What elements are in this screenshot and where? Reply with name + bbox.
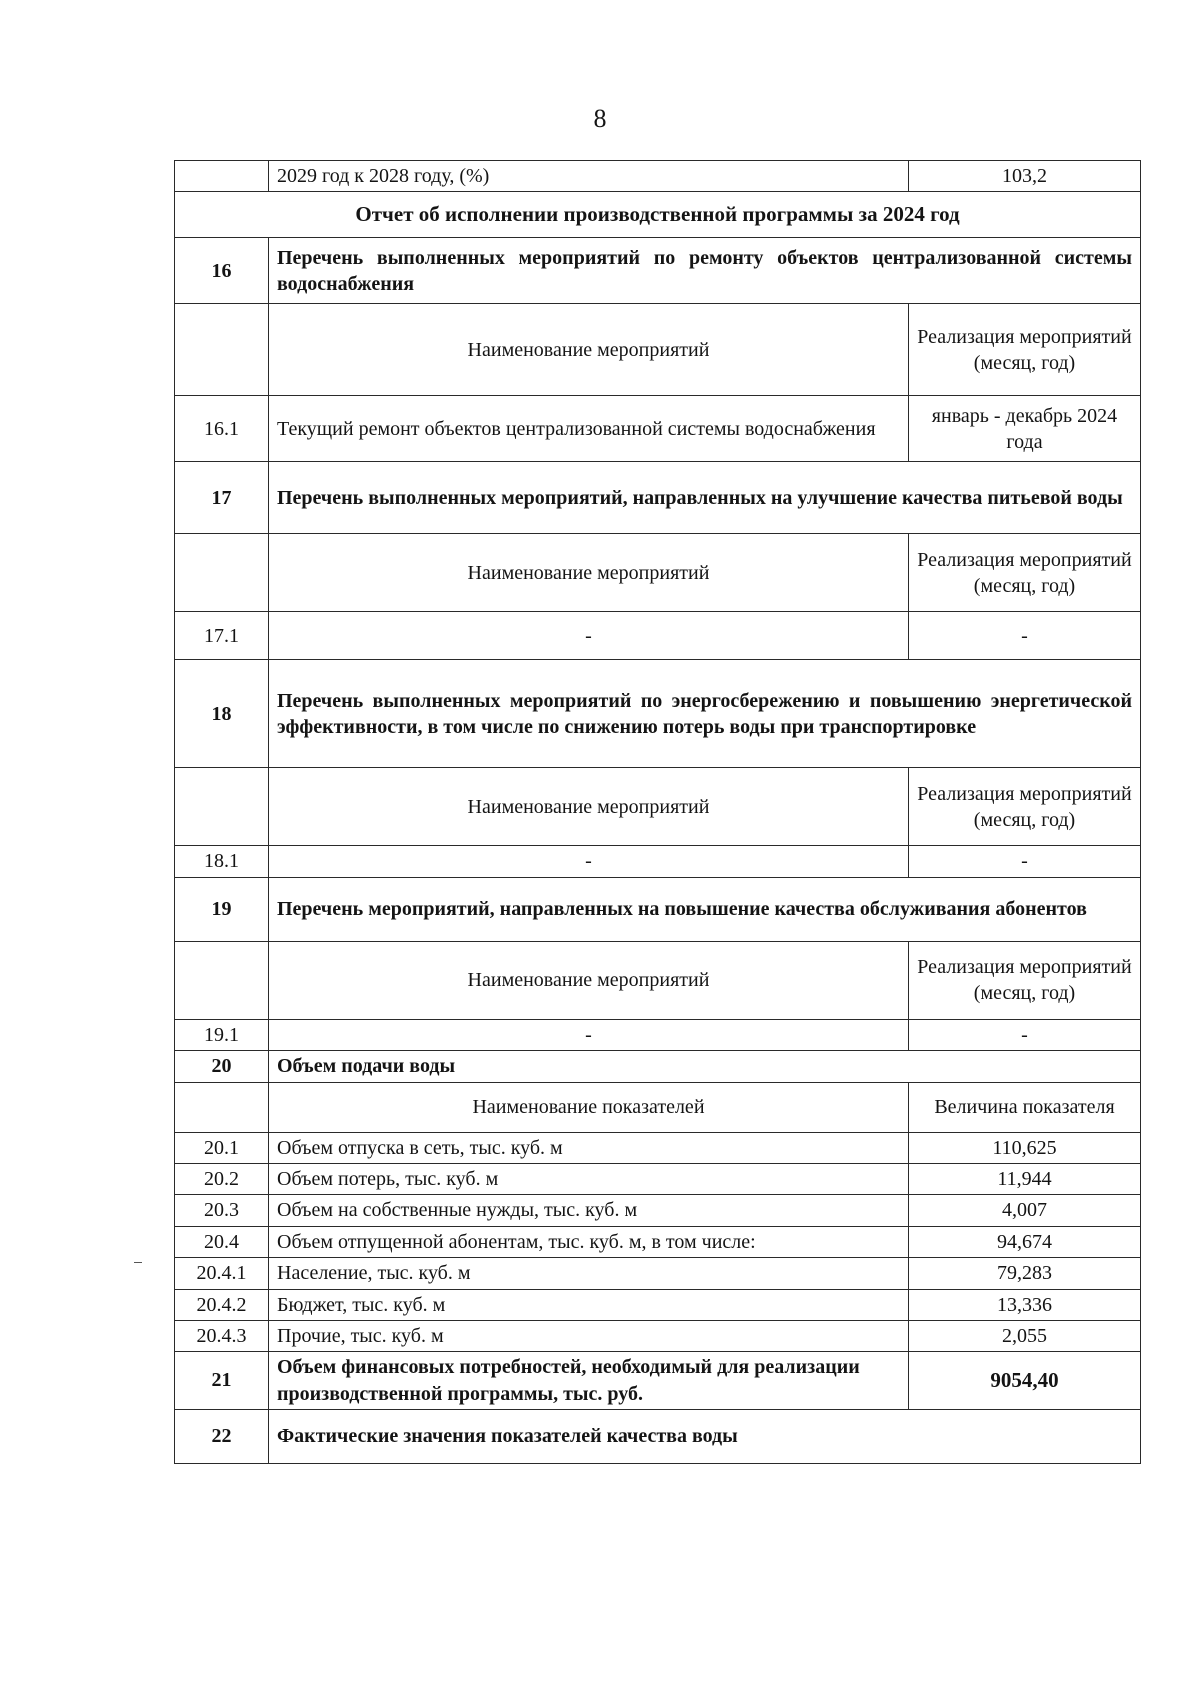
column-header-value: Реализация мероприятий (месяц, год) bbox=[909, 534, 1141, 612]
table-row bbox=[175, 846, 1141, 877]
table-row bbox=[175, 1320, 1141, 1351]
table-row bbox=[175, 1132, 1141, 1163]
measure-value: - bbox=[909, 1019, 1141, 1050]
table-row bbox=[175, 660, 1141, 768]
indicator-value: 79,283 bbox=[909, 1258, 1141, 1289]
table-row bbox=[175, 238, 1141, 304]
measure-value: - bbox=[909, 612, 1141, 660]
row-number: 20.4.3 bbox=[175, 1320, 269, 1351]
row-number: 18.1 bbox=[175, 846, 269, 877]
row-number: 20.4.2 bbox=[175, 1289, 269, 1320]
table-row bbox=[175, 1082, 1141, 1132]
column-header-value: Величина показателя bbox=[909, 1082, 1141, 1132]
column-header-value: Реализация мероприятий (месяц, год) bbox=[909, 941, 1141, 1019]
measure-value: - bbox=[909, 846, 1141, 877]
measure-name: - bbox=[269, 846, 909, 877]
indicator-value: 13,336 bbox=[909, 1289, 1141, 1320]
column-header-value: Реализация мероприятий (месяц, год) bbox=[909, 768, 1141, 846]
measure-name: - bbox=[269, 1019, 909, 1050]
table-row bbox=[175, 1051, 1141, 1082]
row-number: 20.4.1 bbox=[175, 1258, 269, 1289]
table-row bbox=[175, 161, 1141, 192]
table-row bbox=[175, 1163, 1141, 1194]
indicator-name: Население, тыс. куб. м bbox=[269, 1258, 909, 1289]
row-number: 20.3 bbox=[175, 1195, 269, 1226]
table-row bbox=[175, 1410, 1141, 1464]
row-number: 19.1 bbox=[175, 1019, 269, 1050]
table-row bbox=[175, 462, 1141, 534]
row-number bbox=[175, 941, 269, 1019]
section-heading: Перечень выполненных мероприятий, направленных на улучшение качества питьевой воды bbox=[269, 462, 1141, 534]
indicator-name: Прочие, тыс. куб. м bbox=[269, 1320, 909, 1351]
section-heading: Перечень выполненных мероприятий по энергосбережению и повышению энергетической эффективности, в том числе по снижению потерь воды при транспортировке bbox=[269, 660, 1141, 768]
program-report-table bbox=[174, 160, 1141, 1464]
table-row bbox=[175, 1352, 1141, 1410]
indicator-value: январь - декабрь 2024 года bbox=[909, 396, 1141, 462]
row-number: 20.1 bbox=[175, 1132, 269, 1163]
table-row bbox=[175, 768, 1141, 846]
table-row bbox=[175, 304, 1141, 396]
row-number: 17 bbox=[175, 462, 269, 534]
indicator-name: 2029 год к 2028 году, (%) bbox=[269, 161, 909, 192]
row-number bbox=[175, 534, 269, 612]
row-number: 19 bbox=[175, 877, 269, 941]
section-heading: Объем подачи воды bbox=[269, 1051, 1141, 1082]
table-row bbox=[175, 1195, 1141, 1226]
indicator-value: 103,2 bbox=[909, 161, 1141, 192]
row-number: 22 bbox=[175, 1410, 269, 1464]
indicator-name: Объем отпуска в сеть, тыс. куб. м bbox=[269, 1132, 909, 1163]
measure-name: - bbox=[269, 612, 909, 660]
section-heading: Фактические значения показателей качества воды bbox=[269, 1410, 1141, 1464]
column-header-name: Наименование показателей bbox=[269, 1082, 909, 1132]
row-number bbox=[175, 768, 269, 846]
section-heading: Перечень мероприятий, направленных на повышение качества обслуживания абонентов bbox=[269, 877, 1141, 941]
table-row bbox=[175, 534, 1141, 612]
row-number: 20.2 bbox=[175, 1163, 269, 1194]
table-row bbox=[175, 1289, 1141, 1320]
column-header-name: Наименование мероприятий bbox=[269, 768, 909, 846]
row-number bbox=[175, 161, 269, 192]
indicator-name: Объем финансовых потребностей, необходимый для реализации производственной программы, тыс. руб. bbox=[269, 1352, 909, 1410]
row-number bbox=[175, 1082, 269, 1132]
column-header-name: Наименование мероприятий bbox=[269, 304, 909, 396]
row-number: 18 bbox=[175, 660, 269, 768]
scan-mark bbox=[134, 1262, 142, 1263]
table-row bbox=[175, 941, 1141, 1019]
column-header-name: Наименование мероприятий bbox=[269, 534, 909, 612]
section-title: Отчет об исполнении производственной программы за 2024 год bbox=[175, 192, 1141, 238]
row-number bbox=[175, 304, 269, 396]
section-heading: Перечень выполненных мероприятий по ремонту объектов централизованной системы водоснабжения bbox=[269, 238, 1141, 304]
indicator-value: 110,625 bbox=[909, 1132, 1141, 1163]
table-row bbox=[175, 1226, 1141, 1257]
indicator-name: Объем потерь, тыс. куб. м bbox=[269, 1163, 909, 1194]
table-row bbox=[175, 1019, 1141, 1050]
row-number: 16 bbox=[175, 238, 269, 304]
table-row bbox=[175, 192, 1141, 238]
indicator-name: Текущий ремонт объектов централизованной системы водоснабжения bbox=[269, 396, 909, 462]
indicator-value: 94,674 bbox=[909, 1226, 1141, 1257]
table-row bbox=[175, 1258, 1141, 1289]
row-number: 20 bbox=[175, 1051, 269, 1082]
row-number: 21 bbox=[175, 1352, 269, 1410]
indicator-value: 11,944 bbox=[909, 1163, 1141, 1194]
page-number: 8 bbox=[593, 104, 607, 133]
indicator-name: Объем на собственные нужды, тыс. куб. м bbox=[269, 1195, 909, 1226]
table-row bbox=[175, 396, 1141, 462]
row-number: 16.1 bbox=[175, 396, 269, 462]
indicator-value: 9054,40 bbox=[909, 1352, 1141, 1410]
indicator-value: 2,055 bbox=[909, 1320, 1141, 1351]
indicator-name: Бюджет, тыс. куб. м bbox=[269, 1289, 909, 1320]
row-number: 20.4 bbox=[175, 1226, 269, 1257]
column-header-value: Реализация мероприятий (месяц, год) bbox=[909, 304, 1141, 396]
indicator-value: 4,007 bbox=[909, 1195, 1141, 1226]
column-header-name: Наименование мероприятий bbox=[269, 941, 909, 1019]
table-row bbox=[175, 612, 1141, 660]
row-number: 17.1 bbox=[175, 612, 269, 660]
indicator-name: Объем отпущенной абонентам, тыс. куб. м, в том числе: bbox=[269, 1226, 909, 1257]
table-row bbox=[175, 877, 1141, 941]
